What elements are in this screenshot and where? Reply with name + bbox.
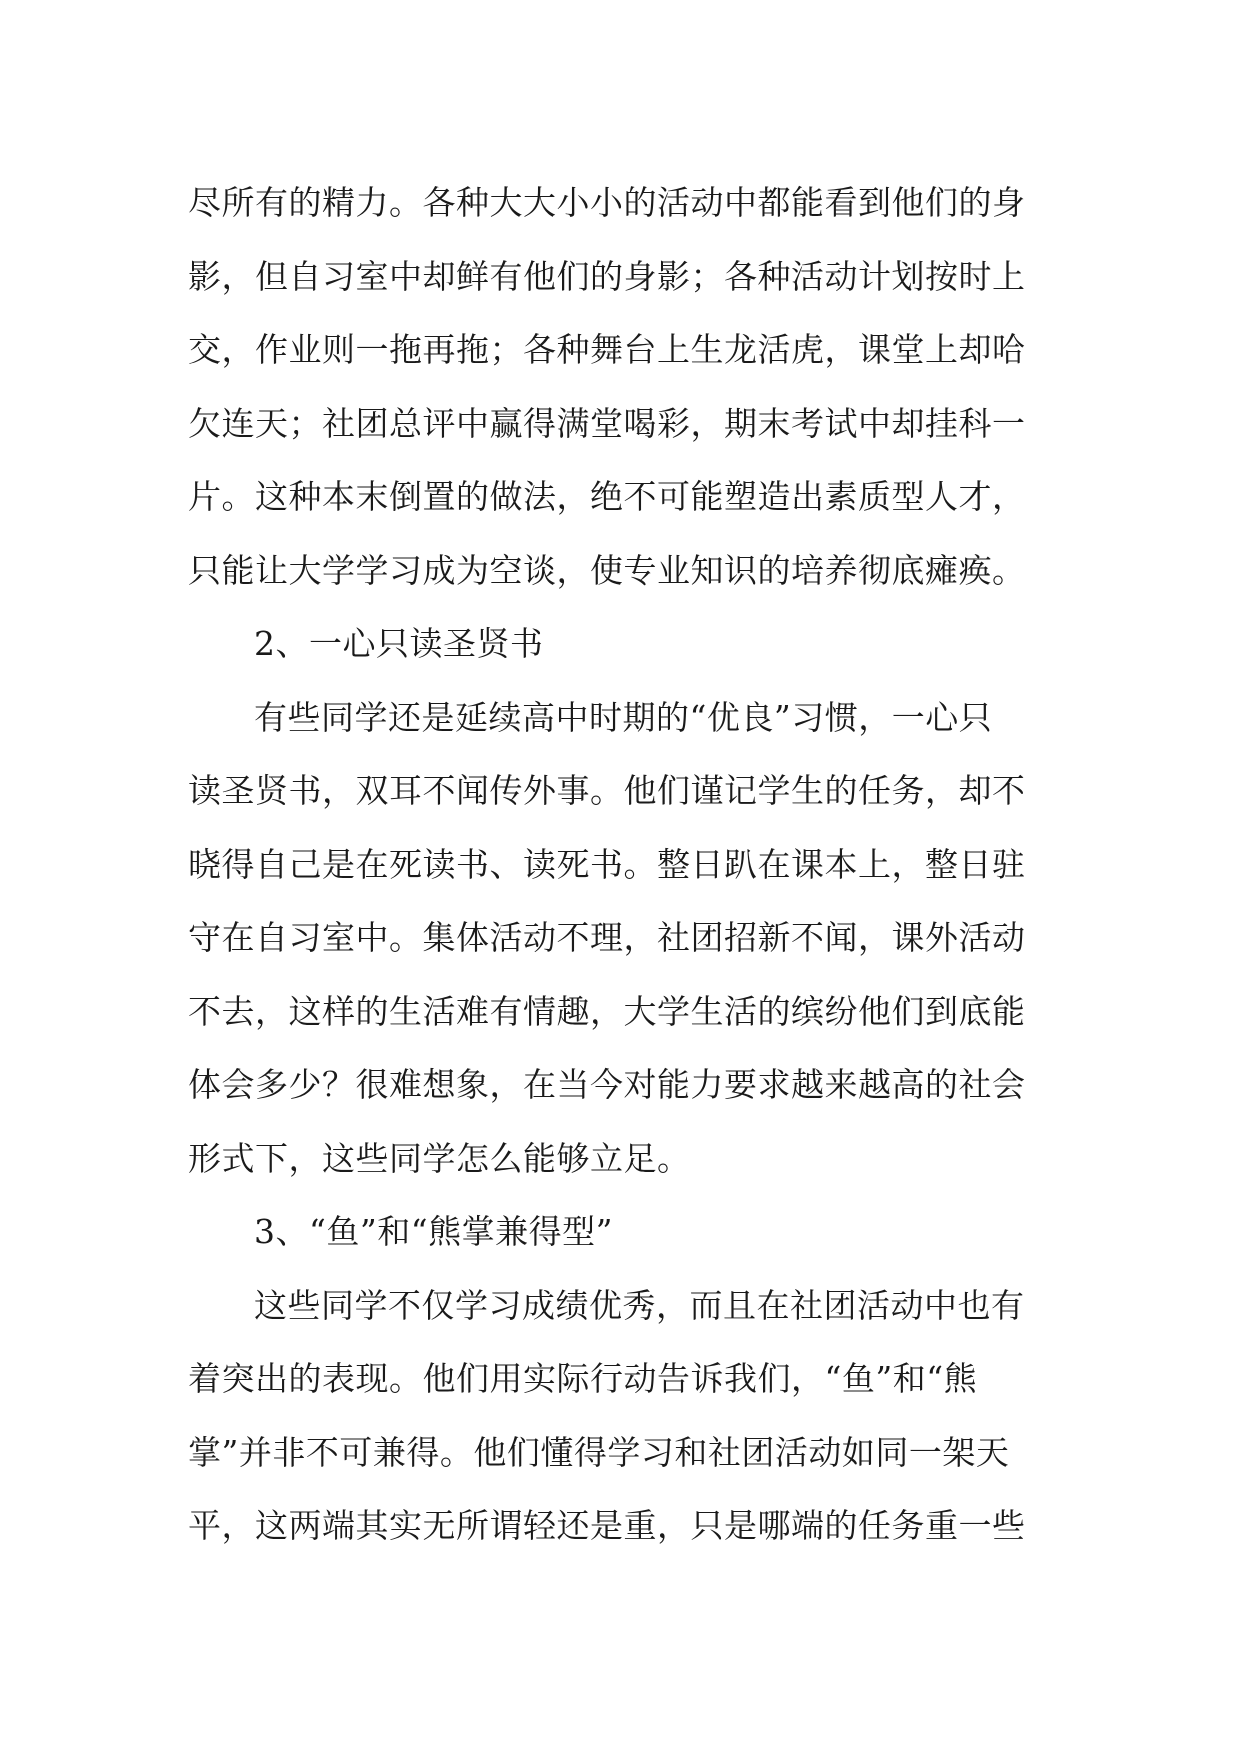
text-line: 守在自习室中。集体活动不理，社团招新不闻，课外活动 (188, 918, 1026, 957)
text-line: 不去，这样的生活难有情趣，大学生活的缤纷他们到底能 (188, 991, 1026, 1031)
body-text (188, 166, 1068, 1563)
text-line: 平，这两端其实无所谓轻还是重，只是哪端的任务重一些 (188, 1506, 1026, 1545)
text-line: 掌”并非不可兼得。他们懂得学习和社团活动如同一架天 (188, 1432, 1010, 1472)
text-line: 片。这种本末倒置的做法，绝不可能塑造出素质型人才， (188, 477, 1026, 516)
text-line: 只能让大学学习成为空谈，使专业知识的培养彻底瘫痪。 (188, 550, 1026, 590)
text-line: 读圣贤书，双耳不闻传外事。他们谨记学生的任务，却不 (188, 771, 1026, 810)
text-line: 形式下，这些同学怎么能够立足。 (188, 1138, 691, 1178)
text-line: 欠连天；社团总评中赢得满堂喝彩，期末考试中却挂科一 (188, 403, 1026, 443)
text-line: 晓得自己是在死读书、读死书。整日趴在课本上，整日驻 (188, 844, 1026, 884)
text-line: 影，但自习室中却鲜有他们的身影；各种活动计划按时上 (188, 256, 1026, 296)
section-heading: 2、一心只读圣贤书 (254, 624, 544, 663)
text-line: 尽所有的精力。各种大大小小的活动中都能看到他们的身 (188, 183, 1026, 222)
text-line: 体会多少？很难想象，在当今对能力要求越来越高的社会 (188, 1065, 1026, 1104)
text-line: 交，作业则一拖再拖；各种舞台上生龙活虎，课堂上却哈 (188, 330, 1026, 369)
text-line: 着突出的表现。他们用实际行动告诉我们，“鱼”和“熊 (188, 1359, 978, 1398)
section-heading: 3、“鱼”和“熊掌兼得型” (254, 1212, 613, 1251)
text-line: 有些同学还是延续高中时期的“优良”习惯，一心只 (254, 697, 993, 737)
text-line: 这些同学不仅学习成绩优秀，而且在社团活动中也有 (254, 1285, 1025, 1325)
